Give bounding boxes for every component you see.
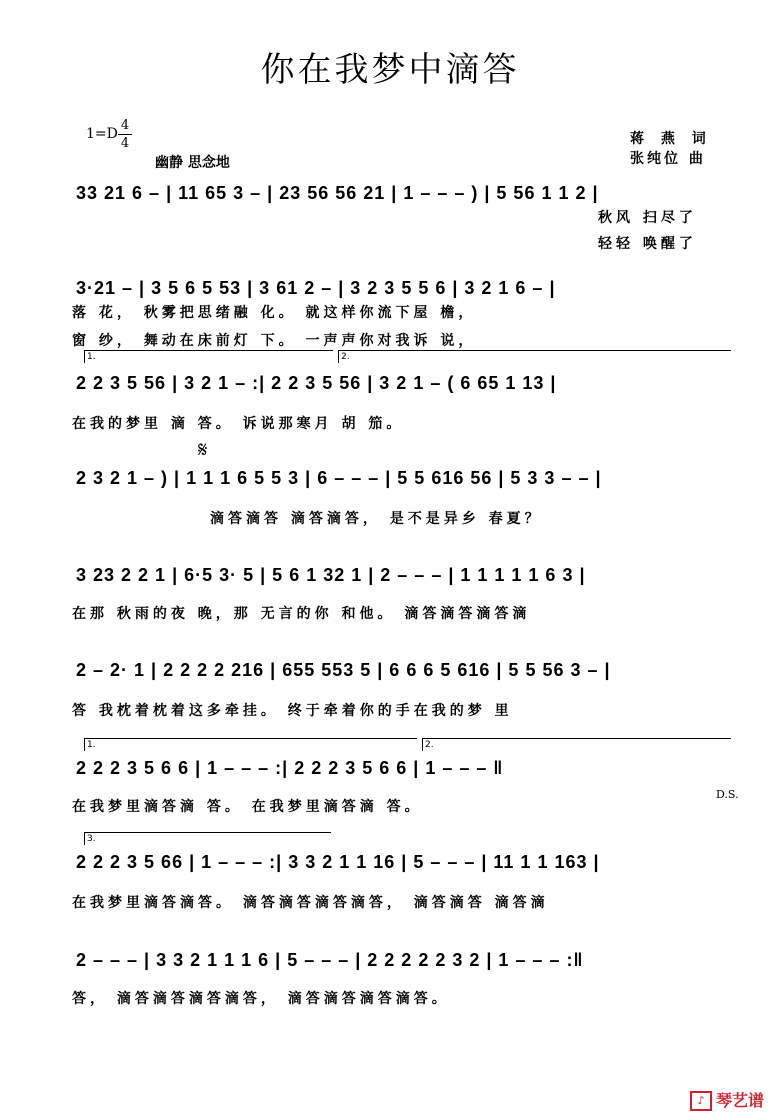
segno-sign: 𝄋 <box>198 438 208 463</box>
score-row <box>0 950 780 1040</box>
score-row <box>0 565 780 655</box>
notation-line: 2 3 2 1 – ) | 1 1 1 6 5 5 3 | 6 – – – | 5 5 616 56 | 5 3 3 – – | <box>76 468 602 488</box>
composer-credit: 张纯位 曲 <box>630 151 706 167</box>
lyric-line-1: 滴答滴答 滴答滴答， 是不是异乡 春夏？ <box>210 511 543 527</box>
notation-line: 33 21 6 – | 11 65 3 – | 23 56 56 21 | 1 – – – ) | 5 56 1 1 2 | <box>76 183 599 203</box>
key-signature: 1=D <box>86 126 118 142</box>
lyric-line-1: 在我梦里滴答滴 答。 在我梦里滴答滴 答。 <box>72 799 423 815</box>
mood-marking: 幽静 思念地 <box>155 155 230 171</box>
score-row <box>0 373 780 463</box>
lyric-line-1: 在我的梦里 滴 答。 诉说那寒月 胡 笳。 <box>72 416 405 432</box>
notation-line: 2 – 2· 1 | 2 2 2 2 216 | 655 553 5 | 6 6 6 5 616 | 5 5 56 3 – | <box>76 660 611 680</box>
volta-1: 1. <box>84 350 333 363</box>
score-row <box>0 468 780 558</box>
time-top: 4 <box>120 118 130 133</box>
logo-text: 琴艺谱 <box>715 1090 764 1110</box>
volta-2: 2. <box>338 350 731 363</box>
lyric-line-1: 在那 秋雨的夜 晚，那 无言的你 和他。 滴答滴答滴答滴 <box>72 606 531 622</box>
notation-line: 3·21 – | 3 5 6 5 53 | 3 61 2 – | 3 2 3 5 5 6 | 3 2 1 6 – | <box>76 278 556 298</box>
lyric-line-2: 轻轻 唤醒了 <box>598 236 697 252</box>
song-title: 你在我梦中滴答 <box>260 50 520 90</box>
lyric-line-1: 答， 滴答滴答滴答滴答， 滴答滴答滴答滴答。 <box>72 991 450 1007</box>
lyric-line-2: 窗 纱， 舞动在床前灯 下。 一声声你对我诉 说， <box>72 333 477 349</box>
time-bottom: 4 <box>120 136 130 151</box>
score-row <box>0 660 780 750</box>
notation-line: 2 2 2 3 5 66 | 1 – – – :| 3 3 2 1 1 16 | 5 – – – | 11 1 1 163 | <box>76 852 600 872</box>
site-logo <box>690 1088 764 1112</box>
notation-line: 2 2 3 5 56 | 3 2 1 – :| 2 2 3 5 56 | 3 2 1 – ( 6 65 1 13 | <box>76 373 557 393</box>
score-row <box>0 852 780 942</box>
lyric-line-1: 在我梦里滴答滴答。 滴答滴答滴答滴答， 滴答滴答 滴答滴 <box>72 895 549 911</box>
volta-2: 2. <box>422 738 731 751</box>
lyric-line-1: 答 我枕着枕着这多牵挂。 终于牵着你的手在我的梦 里 <box>72 703 513 719</box>
volta-1: 1. <box>84 738 417 751</box>
logo-icon: ♪ <box>690 1091 712 1111</box>
volta-3: 3. <box>84 832 331 845</box>
score-row <box>0 183 780 273</box>
notation-line: 3 23 2 2 1 | 6·5 3· 5 | 5 6 1 32 1 | 2 – – – | 1 1 1 1 1 6 3 | <box>76 565 586 585</box>
lyric-line-1: 秋风 扫尽了 <box>598 210 697 226</box>
notation-line: 2 2 2 3 5 6 6 | 1 – – – :| 2 2 2 3 5 6 6 | 1 – – – ‖ <box>76 758 504 778</box>
notation-line: 2 – – – | 3 3 2 1 1 1 6 | 5 – – – | 2 2 2 2 2 3 2 | 1 – – – :‖ <box>76 950 584 970</box>
time-signature <box>118 118 132 151</box>
lyricist-credit: 蒋 燕 词 <box>630 131 712 147</box>
ds-marking: D.S. <box>716 788 739 801</box>
lyric-line-1: 落 花， 秋雾把思绪融 化。 就这样你流下屋 檐， <box>72 305 477 321</box>
